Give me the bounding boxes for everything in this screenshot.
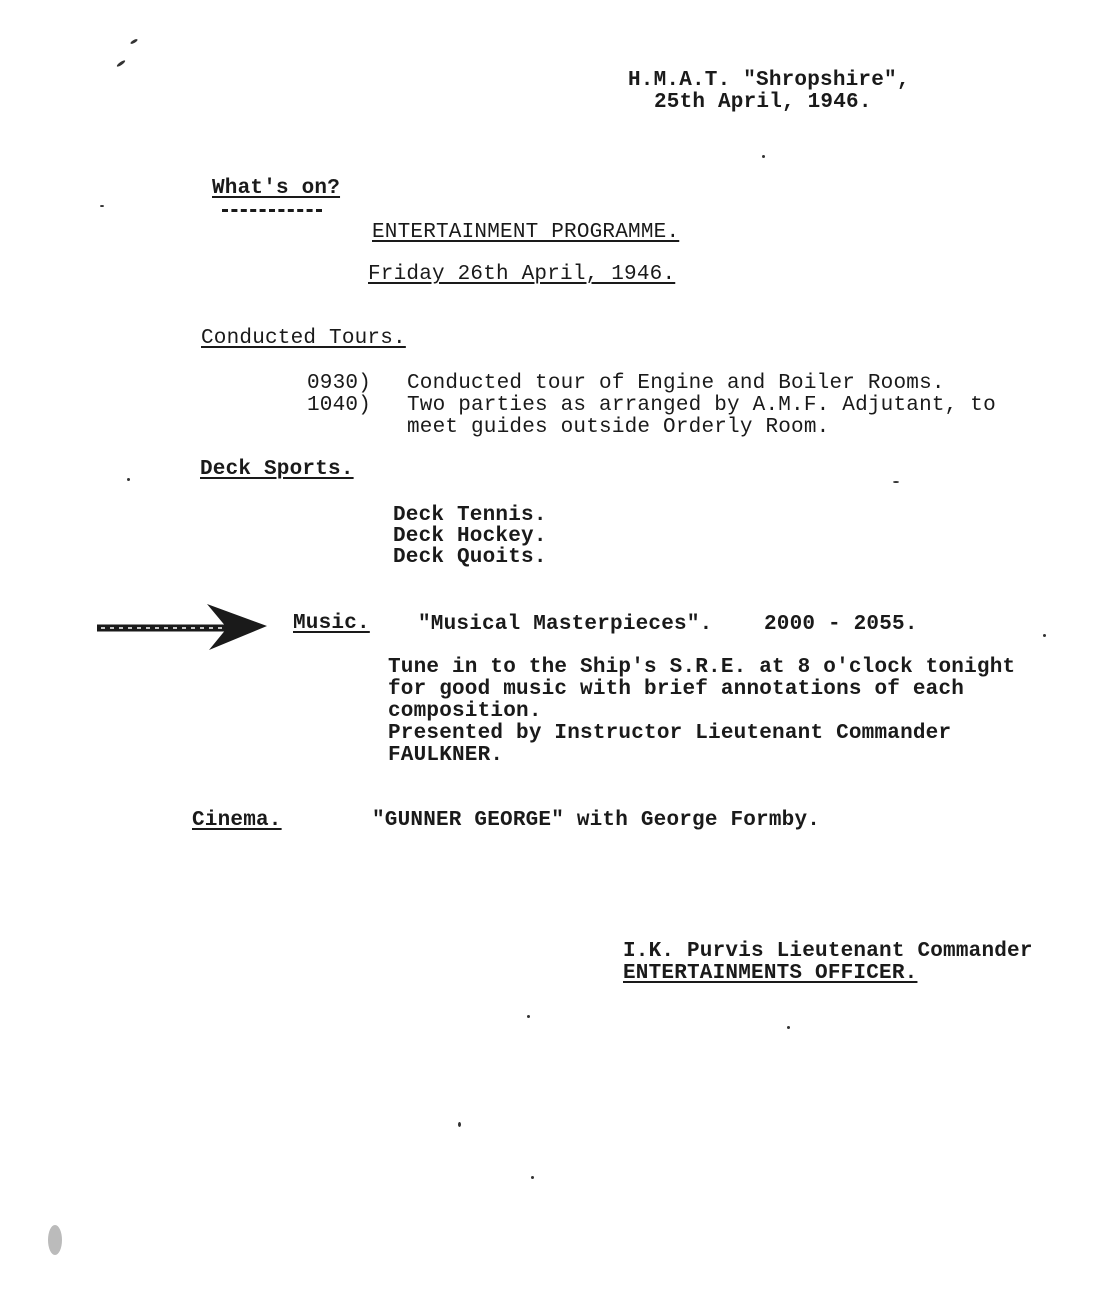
whats-on-heading: What's on? [212,177,341,200]
heading-dashed-underline [222,209,322,212]
tour-line: Conducted tour of Engine and Boiler Rooms. [407,372,945,395]
cinema-film: "GUNNER GEORGE" with George Formby. [372,809,821,832]
scan-speck [130,38,138,45]
scan-speck [787,1026,790,1029]
scan-speck [100,205,104,207]
music-line: for good music with brief annotations of each [388,678,965,701]
scan-speck [127,478,130,481]
scan-speck [893,481,899,483]
scan-speck [116,59,126,67]
signature-name: I.K. Purvis Lieutenant Commander [623,940,1033,963]
scan-speck [458,1122,461,1127]
programme-date: Friday 26th April, 1946. [368,263,676,286]
music-time: 2000 - 2055. [764,613,918,636]
music-line: Tune in to the Ship's S.R.E. at 8 o'clock tonight [388,656,1016,679]
sport-item: Deck Hockey. [393,525,547,548]
letter-date: 25th April, 1946. [654,91,872,114]
section-title-conducted-tours: Conducted Tours. [201,327,406,350]
music-line: composition. [388,700,542,723]
sport-item: Deck Tennis. [393,504,547,527]
section-title-music: Music. [293,612,370,635]
tour-time: 1040) [307,394,372,417]
hand-drawn-arrow-icon [95,598,275,658]
section-title-deck-sports: Deck Sports. [200,458,354,481]
signature-role: ENTERTAINMENTS OFFICER. [623,962,918,985]
scan-speck [531,1176,534,1179]
tour-line: meet guides outside Orderly Room. [407,416,830,439]
scan-speck [1043,634,1046,637]
scan-speck [527,1015,530,1018]
section-title-cinema: Cinema. [192,809,282,832]
tour-time: 0930) [307,372,372,395]
sport-item: Deck Quoits. [393,546,547,569]
scan-speck [48,1225,62,1255]
ship-name: H.M.A.T. "Shropshire", [628,69,910,92]
programme-title: ENTERTAINMENT PROGRAMME. [372,221,680,244]
tour-line: Two parties as arranged by A.M.F. Adjutant, to [407,394,996,417]
music-line: FAULKNER. [388,744,504,767]
music-line: Presented by Instructor Lieutenant Commander [388,722,952,745]
scan-speck [762,155,765,158]
music-programme: "Musical Masterpieces". [418,613,713,636]
